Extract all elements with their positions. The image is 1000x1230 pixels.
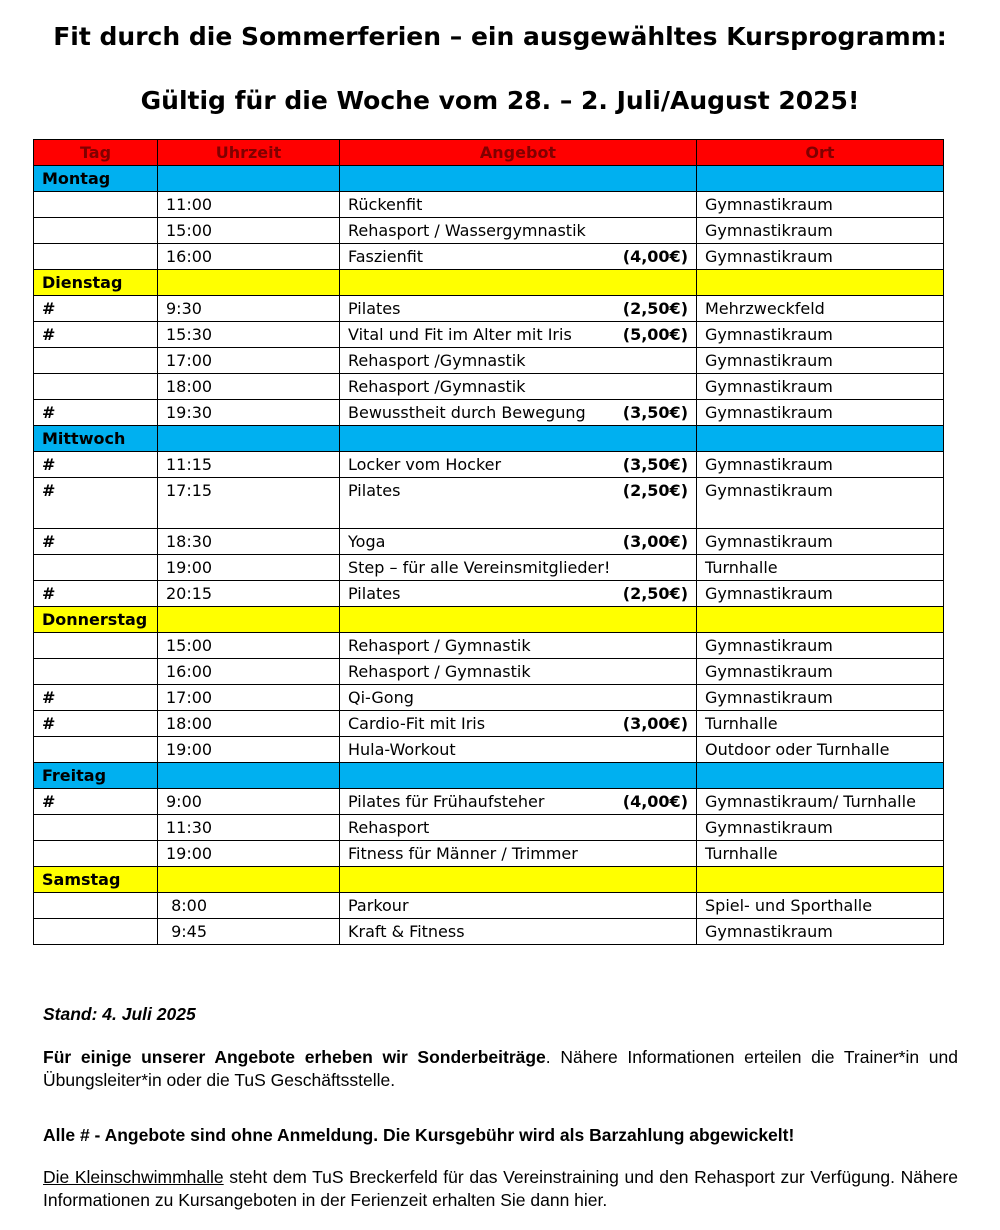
offer-price: (3,00€) xyxy=(622,714,688,733)
day-row-cell xyxy=(697,270,944,296)
swimming-hall-link[interactable]: Die Kleinschwimmhalle xyxy=(43,1167,224,1187)
note-special-fees xyxy=(43,1046,958,1092)
offer-price: (3,50€) xyxy=(622,455,688,474)
day-row xyxy=(34,763,944,789)
day-label: Montag xyxy=(34,166,158,192)
offer-cell xyxy=(340,244,697,270)
table-row xyxy=(34,659,944,685)
note-no-registration: Alle # - Angebote sind ohne Anmeldung. Die Kursgebühr wird als Barzahlung abgewickelt! xyxy=(43,1125,795,1145)
offer-cell xyxy=(340,218,697,244)
day-row-cell xyxy=(697,166,944,192)
place-cell: Mehrzweckfeld xyxy=(697,296,944,322)
offer-cell xyxy=(340,322,697,348)
day-row-cell xyxy=(340,426,697,452)
offer-cell xyxy=(340,555,697,581)
day-row xyxy=(34,166,944,192)
offer-name: Pilates xyxy=(348,299,401,318)
table-header-row xyxy=(34,140,944,166)
time-cell: 19:00 xyxy=(158,841,340,867)
offer-name: Rehasport xyxy=(348,818,430,837)
offer-cell xyxy=(340,452,697,478)
day-row-cell xyxy=(158,607,340,633)
offer-cell xyxy=(340,478,697,529)
day-row-cell xyxy=(697,763,944,789)
table-row xyxy=(34,789,944,815)
table-row xyxy=(34,919,944,945)
offer-price: (5,00€) xyxy=(622,325,688,344)
day-row-cell xyxy=(697,867,944,893)
offer-name: Step – für alle Vereinsmitglieder! xyxy=(348,558,611,577)
time-cell: 19:00 xyxy=(158,737,340,763)
place-cell: Turnhalle xyxy=(697,841,944,867)
day-label: Donnerstag xyxy=(34,607,158,633)
place-cell: Gymnastikraum xyxy=(697,348,944,374)
offer-cell xyxy=(340,348,697,374)
offer-cell xyxy=(340,919,697,945)
time-cell: 17:00 xyxy=(158,685,340,711)
offer-name: Rehasport /Gymnastik xyxy=(348,351,526,370)
time-cell: 16:00 xyxy=(158,659,340,685)
place-cell: Gymnastikraum xyxy=(697,685,944,711)
place-cell: Gymnastikraum/ Turnhalle xyxy=(697,789,944,815)
offer-price: (3,00€) xyxy=(622,532,688,551)
offer-cell xyxy=(340,192,697,218)
table-row xyxy=(34,711,944,737)
time-cell: 9:30 xyxy=(158,296,340,322)
schedule-table xyxy=(33,139,944,945)
place-cell: Gymnastikraum xyxy=(697,659,944,685)
note-swimming-hall-text: steht dem TuS Breckerfeld für das Vereinstraining und den Rehasport zur Verfügung. Nähere Informationen zu Kursangeboten in der Ferienzeit erhalten Sie dann hier. xyxy=(43,1167,959,1210)
day-label: Dienstag xyxy=(34,270,158,296)
offer-cell xyxy=(340,685,697,711)
offer-cell xyxy=(340,711,697,737)
day-row xyxy=(34,607,944,633)
day-row-cell xyxy=(697,607,944,633)
offer-cell xyxy=(340,737,697,763)
table-row xyxy=(34,555,944,581)
offer-price: (2,50€) xyxy=(622,299,688,318)
no-registration-mark xyxy=(34,192,158,218)
table-row xyxy=(34,815,944,841)
place-cell: Spiel- und Sporthalle xyxy=(697,893,944,919)
offer-name: Fitness für Männer / Trimmer xyxy=(348,844,578,863)
no-registration-mark: # xyxy=(34,789,158,815)
day-row-cell xyxy=(158,763,340,789)
schedule-body xyxy=(34,166,944,945)
no-registration-mark xyxy=(34,555,158,581)
offer-name: Parkour xyxy=(348,896,409,915)
offer-name: Rehasport / Gymnastik xyxy=(348,636,531,655)
time-cell: 19:00 xyxy=(158,555,340,581)
no-registration-mark: # xyxy=(34,685,158,711)
place-cell: Gymnastikraum xyxy=(697,529,944,555)
time-cell: 8:00 xyxy=(158,893,340,919)
offer-cell xyxy=(340,581,697,607)
day-row-cell xyxy=(158,166,340,192)
table-row xyxy=(34,893,944,919)
place-cell: Turnhalle xyxy=(697,711,944,737)
offer-cell xyxy=(340,659,697,685)
offer-cell xyxy=(340,296,697,322)
offer-price: (2,50€) xyxy=(622,481,688,500)
place-cell: Gymnastikraum xyxy=(697,478,944,529)
time-cell: 17:15 xyxy=(158,478,340,529)
time-cell: 11:30 xyxy=(158,815,340,841)
no-registration-mark xyxy=(34,348,158,374)
offer-name: Rehasport / Wassergymnastik xyxy=(348,221,586,240)
day-row-cell xyxy=(340,607,697,633)
offer-name: Locker vom Hocker xyxy=(348,455,502,474)
table-row xyxy=(34,296,944,322)
table-row xyxy=(34,218,944,244)
table-row xyxy=(34,581,944,607)
no-registration-mark xyxy=(34,919,158,945)
place-cell: Gymnastikraum xyxy=(697,400,944,426)
no-registration-mark: # xyxy=(34,296,158,322)
no-registration-mark: # xyxy=(34,322,158,348)
place-cell: Turnhalle xyxy=(697,555,944,581)
offer-name: Pilates xyxy=(348,481,401,500)
time-cell: 15:00 xyxy=(158,218,340,244)
table-row xyxy=(34,452,944,478)
no-registration-mark xyxy=(34,218,158,244)
offer-name: Qi-Gong xyxy=(348,688,414,707)
offer-cell xyxy=(340,529,697,555)
table-row xyxy=(34,685,944,711)
offer-cell xyxy=(340,841,697,867)
time-cell: 11:00 xyxy=(158,192,340,218)
place-cell: Outdoor oder Turnhalle xyxy=(697,737,944,763)
time-cell: 18:00 xyxy=(158,711,340,737)
table-row xyxy=(34,529,944,555)
offer-cell xyxy=(340,400,697,426)
time-cell: 19:30 xyxy=(158,400,340,426)
offer-name: Rückenfit xyxy=(348,195,423,214)
offer-name: Pilates für Frühaufsteher xyxy=(348,792,545,811)
time-cell: 9:00 xyxy=(158,789,340,815)
table-row xyxy=(34,374,944,400)
table-row xyxy=(34,192,944,218)
offer-cell xyxy=(340,633,697,659)
day-row-cell xyxy=(158,270,340,296)
place-cell: Gymnastikraum xyxy=(697,452,944,478)
offer-cell xyxy=(340,893,697,919)
column-header-place: Ort xyxy=(697,140,944,166)
offer-name: Rehasport /Gymnastik xyxy=(348,377,526,396)
no-registration-mark: # xyxy=(34,478,158,529)
page-subtitle: Gültig für die Woche vom 28. – 2. Juli/August 2025! xyxy=(140,86,860,115)
day-row xyxy=(34,867,944,893)
column-header-time: Uhrzeit xyxy=(158,140,340,166)
day-row-cell xyxy=(340,270,697,296)
page-title: Fit durch die Sommerferien – ein ausgewähltes Kursprogramm: xyxy=(53,22,947,51)
offer-cell xyxy=(340,815,697,841)
table-row xyxy=(34,841,944,867)
no-registration-mark xyxy=(34,841,158,867)
offer-name: Cardio-Fit mit Iris xyxy=(348,714,486,733)
table-row xyxy=(34,633,944,659)
time-cell: 20:15 xyxy=(158,581,340,607)
note-swimming-hall xyxy=(43,1166,958,1212)
note-special-fees-bold: Für einige unserer Angebote erheben wir Sonderbeiträge xyxy=(43,1047,546,1067)
no-registration-mark xyxy=(34,374,158,400)
no-registration-mark xyxy=(34,737,158,763)
column-header-offer: Angebot xyxy=(340,140,697,166)
column-header-day: Tag xyxy=(34,140,158,166)
table-row xyxy=(34,400,944,426)
offer-name: Vital und Fit im Alter mit Iris xyxy=(348,325,572,344)
table-row xyxy=(34,244,944,270)
offer-price: (2,50€) xyxy=(622,584,688,603)
time-cell: 11:15 xyxy=(158,452,340,478)
time-cell: 15:00 xyxy=(158,633,340,659)
place-cell: Gymnastikraum xyxy=(697,244,944,270)
table-row xyxy=(34,348,944,374)
offer-name: Pilates xyxy=(348,584,401,603)
no-registration-mark xyxy=(34,893,158,919)
day-label: Freitag xyxy=(34,763,158,789)
day-row xyxy=(34,270,944,296)
offer-name: Rehasport / Gymnastik xyxy=(348,662,531,681)
place-cell: Gymnastikraum xyxy=(697,192,944,218)
place-cell: Gymnastikraum xyxy=(697,815,944,841)
place-cell: Gymnastikraum xyxy=(697,633,944,659)
day-row-cell xyxy=(340,166,697,192)
day-row-cell xyxy=(697,426,944,452)
time-cell: 16:00 xyxy=(158,244,340,270)
time-cell: 17:00 xyxy=(158,348,340,374)
offer-price: (4,00€) xyxy=(622,247,688,266)
offer-cell xyxy=(340,789,697,815)
no-registration-mark xyxy=(34,633,158,659)
time-cell: 15:30 xyxy=(158,322,340,348)
place-cell: Gymnastikraum xyxy=(697,374,944,400)
table-row xyxy=(34,737,944,763)
offer-name: Kraft & Fitness xyxy=(348,922,465,941)
day-label: Mittwoch xyxy=(34,426,158,452)
place-cell: Gymnastikraum xyxy=(697,322,944,348)
day-row-cell xyxy=(340,867,697,893)
offer-cell xyxy=(340,374,697,400)
offer-name: Hula-Workout xyxy=(348,740,456,759)
day-label: Samstag xyxy=(34,867,158,893)
offer-price: (3,50€) xyxy=(622,403,688,422)
table-row xyxy=(34,478,944,529)
no-registration-mark: # xyxy=(34,711,158,737)
no-registration-mark: # xyxy=(34,581,158,607)
time-cell: 18:00 xyxy=(158,374,340,400)
table-row xyxy=(34,322,944,348)
day-row xyxy=(34,426,944,452)
place-cell: Gymnastikraum xyxy=(697,581,944,607)
offer-name: Faszienfit xyxy=(348,247,424,266)
no-registration-mark: # xyxy=(34,529,158,555)
no-registration-mark: # xyxy=(34,400,158,426)
time-cell: 18:30 xyxy=(158,529,340,555)
note-special-fees-text: . Nähere Informationen erteilen die Trainer*in und Übungsleiter*in oder die TuS Geschäftsstelle. xyxy=(43,1047,958,1090)
no-registration-mark: # xyxy=(34,452,158,478)
time-cell: 9:45 xyxy=(158,919,340,945)
no-registration-mark xyxy=(34,815,158,841)
place-cell: Gymnastikraum xyxy=(697,218,944,244)
day-row-cell xyxy=(340,763,697,789)
status-date: Stand: 4. Juli 2025 xyxy=(43,1004,196,1024)
no-registration-mark xyxy=(34,659,158,685)
day-row-cell xyxy=(158,867,340,893)
day-row-cell xyxy=(158,426,340,452)
offer-name: Yoga xyxy=(348,532,386,551)
offer-name: Bewusstheit durch Bewegung xyxy=(348,403,586,422)
no-registration-mark xyxy=(34,244,158,270)
offer-price: (4,00€) xyxy=(622,792,688,811)
place-cell: Gymnastikraum xyxy=(697,919,944,945)
